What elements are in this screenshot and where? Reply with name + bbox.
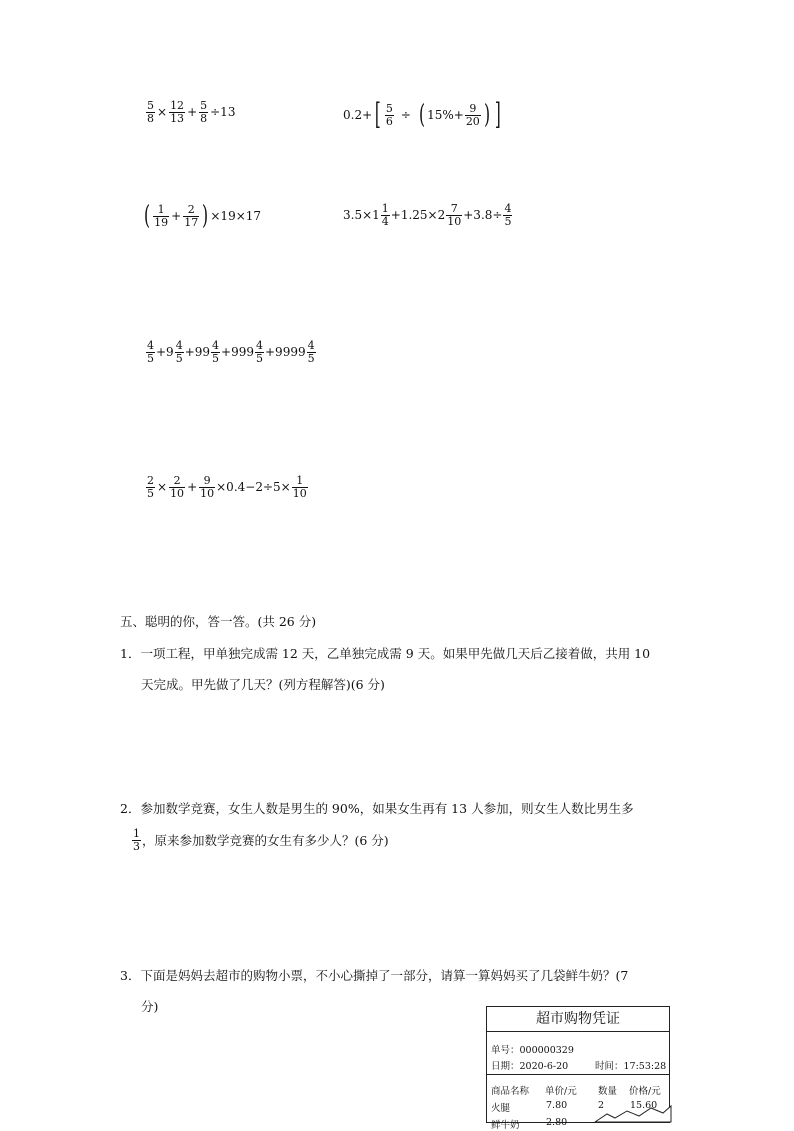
fraction: $\frac{1}{4}$ bbox=[381, 202, 389, 228]
receipt-title: 超市购物凭证 bbox=[487, 1007, 669, 1032]
question-1-line-1: 1．一项工程，甲单独完成需 12 天，乙单独完成需 9 天。如果甲先做几天后乙接着做，共用 10 bbox=[120, 646, 651, 661]
receipt-item-total: 15.60 bbox=[630, 1100, 658, 1111]
question-3-line-2: 分) bbox=[141, 999, 159, 1014]
fraction: $\frac{4}{5}$ bbox=[256, 339, 263, 365]
fraction: $\frac{2}{17}$ bbox=[184, 202, 199, 229]
fraction: $\frac{4}{5}$ bbox=[147, 339, 154, 365]
expression-3: ( $\frac{1}{19}$ + $\frac{2}{17}$ ) ×19×17 bbox=[144, 201, 262, 231]
receipt-col-qty: 数量 bbox=[598, 1086, 618, 1097]
receipt-divider bbox=[487, 1074, 669, 1075]
fraction: $\frac{9}{10}$ bbox=[200, 474, 215, 500]
fraction: $\frac{4}{5}$ bbox=[212, 339, 220, 365]
receipt bbox=[486, 1006, 670, 1131]
expression-2: 0.2+ [ $\frac{5}{6}$ ÷ ( 15%+ $\frac{9}{20}$ ) ] bbox=[343, 97, 501, 132]
expression-4: 3.5×1 $\frac{1}{4}$ +1.25×2 $\frac{7}{10}$ +3.8÷ $\frac{4}{5}$ bbox=[343, 202, 512, 228]
fraction: $\frac{1}{19}$ bbox=[154, 202, 169, 229]
receipt-item-price: 2.80 bbox=[546, 1117, 568, 1128]
fraction: $\frac{9}{20}$ bbox=[465, 101, 480, 128]
fraction: $\frac{12}{13}$ bbox=[170, 99, 185, 125]
question-3-line-1: 3．下面是妈妈去超市的购物小票，不小心撕掉了一部分，请算一算妈妈买了几袋鲜牛奶？(7 bbox=[120, 968, 629, 983]
fraction: $\frac{4}{5}$ bbox=[504, 202, 512, 228]
question-2-line-2: $\frac{1}{3}$ ，原来参加数学竞赛的女生有多少人？(6 分) bbox=[133, 827, 389, 853]
question-2-line-1: 2．参加数学竞赛，女生人数是男生的 90%，如果女生再有 13 人参加，则女生人数比男生多 bbox=[120, 801, 634, 816]
fraction: $\frac{4}{5}$ bbox=[175, 339, 183, 365]
receipt-item-name: 火腿 bbox=[491, 1103, 511, 1114]
receipt-col-name: 商品名称 bbox=[491, 1086, 530, 1097]
fraction: $\frac{7}{10}$ bbox=[447, 202, 462, 228]
fraction: $\frac{1}{3}$ bbox=[133, 827, 140, 853]
expression-1: $\frac{5}{8}$ × $\frac{12}{13}$ + $\frac{5}{8}$ ÷13 bbox=[147, 99, 236, 125]
receipt-date: 日期：2020-6-20 bbox=[491, 1061, 569, 1072]
receipt-item-qty: 2 bbox=[598, 1100, 605, 1111]
receipt-col-price: 单价/元 bbox=[545, 1086, 577, 1097]
receipt-time: 时间：17:53:28 bbox=[595, 1061, 667, 1072]
question-1-line-2: 天完成。甲先做了几天？(列方程解答)(6 分) bbox=[141, 677, 385, 692]
expression-6: $\frac{2}{5}$ × $\frac{2}{10}$ + $\frac{9}{10}$ ×0.4−2÷5× $\frac{1}{10}$ bbox=[147, 474, 307, 500]
fraction: $\frac{5}{6}$ bbox=[385, 101, 393, 128]
section-heading: 五、聪明的你，答一答。(共 26 分) bbox=[120, 614, 317, 629]
receipt-item-price: 7.80 bbox=[546, 1100, 568, 1111]
receipt-order-number: 单号：000000329 bbox=[491, 1045, 574, 1056]
torn-edge-icon bbox=[487, 1102, 671, 1122]
fraction: $\frac{2}{5}$ bbox=[147, 474, 154, 500]
receipt-item-name: 鲜牛奶 bbox=[491, 1120, 520, 1131]
fraction: $\frac{2}{10}$ bbox=[170, 474, 185, 500]
fraction: $\frac{5}{8}$ bbox=[147, 99, 154, 125]
expression-5: $\frac{4}{5}$ +9 $\frac{4}{5}$ +99 $\frac{4}{5}$ +999 $\frac{4}{5}$ +9999 $\frac{4}{5}$ bbox=[147, 339, 315, 365]
fraction: $\frac{1}{10}$ bbox=[292, 474, 307, 500]
fraction: $\frac{4}{5}$ bbox=[307, 339, 315, 365]
fraction: $\frac{5}{8}$ bbox=[200, 99, 208, 125]
receipt-col-total: 价格/元 bbox=[629, 1086, 661, 1097]
